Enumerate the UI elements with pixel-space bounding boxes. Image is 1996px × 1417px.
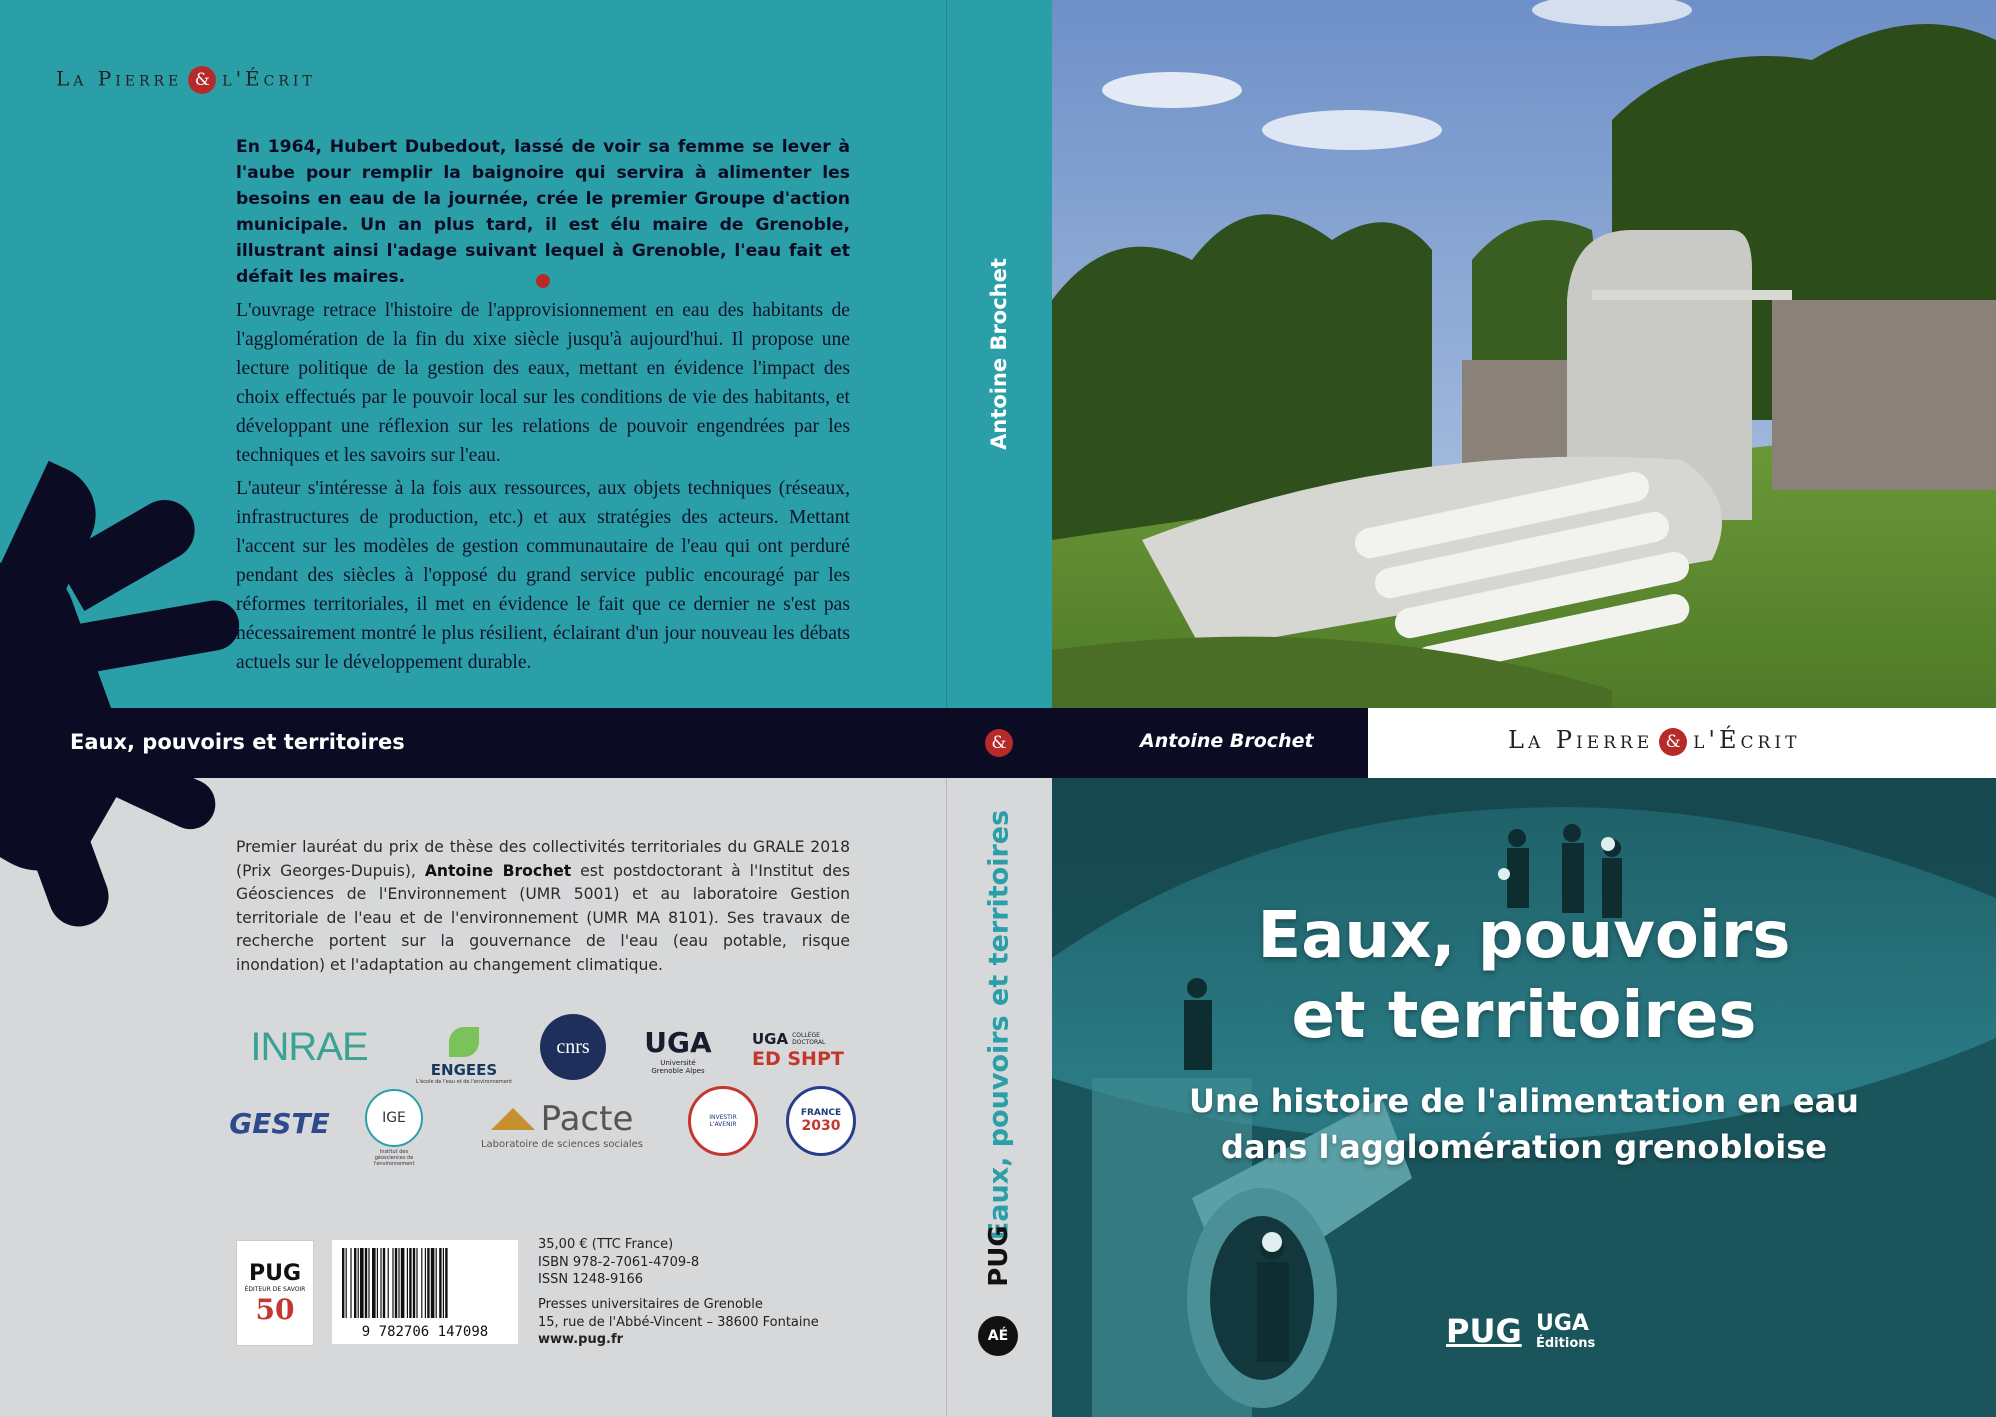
ige-logo-text: IGE [382,1110,406,1126]
mountains-icon [491,1108,535,1130]
pacte-logo-text: Pacte [540,1098,634,1139]
spine-ae-text: AÉ [987,1328,1009,1344]
engees-logo [414,1016,514,1096]
france2030-logo [786,1086,856,1156]
publisher-address: 15, rue de l'Abbé-Vincent – 38600 Fontaine [538,1314,819,1330]
front-subtitle [1052,1078,1996,1170]
back-paragraph-1: L'ouvrage retrace l'histoire de l'approvisionnement en eau des habitants de l'agglomération de la fin du xixe siècle jusqu'à aujourd'hui. Il propose une lecture politique de la gestion des eaux, mettant en évidence l'impact des choix effectués par le pouvoir local sur les conditions de vie des habitants, et développant une réflexion sur les relations de pouvoir engendrées par les techniques et les savoirs sur l'eau. [236,300,850,466]
back-band-title: Eaux, pouvoirs et territoires [70,730,405,754]
leaf-icon [449,1027,479,1057]
investir-avenir-logo [688,1086,758,1156]
edshpt-logo [752,1020,862,1080]
inrae-logo [234,1022,384,1072]
inrae-logo-text: INRAE [250,1024,368,1069]
spine-ae-logo [978,1316,1018,1356]
spine-ampersand-icon: & [985,729,1013,757]
bio-text-start: Premier lauréat du prix de thèse des collectivités territoriales du GRALE 2018 (Prix Georges-Dupuis), [236,838,850,880]
investir-logo-text: INVESTIR L'AVENIR [709,1114,737,1128]
isbn-text: ISBN 978-2-7061-4709-8 [538,1254,700,1270]
front-series-logo-part1: La Pierre [1508,726,1654,754]
front-ampersand-logo-icon: & [1659,728,1687,756]
edshpt-college-text: COLLÈGE DOCTORAL [792,1032,826,1046]
uga-logo [638,1020,718,1080]
engees-logo-text: ENGEES [430,1061,498,1079]
back-cover-top-panel [0,0,946,708]
geste-logo-text: GESTE [229,1106,330,1140]
publisher-block [538,1296,819,1349]
barcode-number: 9 782706 147098 [361,1324,489,1340]
ampersand-logo-icon: & [188,66,216,94]
barcode-bars [342,1248,508,1318]
spine-author: Antoine Brochet [987,258,1011,450]
pug-badge-tagline: ÉDITEUR DE SAVOIR [244,1285,306,1293]
spine-pug-logo: PUG [984,1225,1014,1287]
front-title-line-2: et territoires [1291,979,1757,1053]
uga-logo-text: UGA [644,1025,712,1059]
front-subtitle-line-2: dans l'agglomération grenobloise [1221,1128,1827,1166]
front-title [1052,896,1996,1056]
front-author: Antoine Brochet [1140,730,1314,752]
front-series-logo [1508,726,1800,756]
front-subtitle-line-1: Une histoire de l'alimentation en eau [1189,1082,1859,1120]
issn-text: ISSN 1248-9166 [538,1272,644,1287]
red-dot-separator [536,274,550,288]
front-title-line-1: Eaux, pouvoirs [1257,899,1791,973]
publisher-url: www.pug.fr [538,1332,624,1347]
pug-50-badge [236,1240,314,1346]
bio-text-end: est postdoctorant à l'Institut des Géosciences de l'Environnement (UMR 5001) et au laboratoire Gestion territoriale de l'eau et de l'environnement (UMR MA 8101). Ses travaux de recherche portent sur la gouvernance de l'eau (eau potable, risque inondation) et l'adaptation au changement climatique. [236,861,850,974]
pacte-logo [462,1096,662,1152]
author-bio [236,836,850,977]
back-intro-text: En 1964, Hubert Dubedout, lassé de voir sa femme se lever à l'aube pour remplir la baignoire qui servira à alimenter les besoins en eau de la journée, crée le premier Groupe d'action municipale. Un an plus tard, il est élu maire de Grenoble, illustrant ainsi l'adage suivant lequel à Grenoble, l'eau fait et défait les maires. [236,137,850,287]
geste-logo [229,1098,330,1148]
price-isbn-block [538,1236,699,1289]
back-paragraph-2: L'auteur s'intéresse à la fois aux ressources, aux objets techniques (réseaux, infrastructures de production, etc.) et aux stratégies des acteurs. Mettant l'accent sur les modèles de gestion communautaire de l'eau qui ont perduré pendant des siècles à l'opposé du grand service public encouragé par les réformes territoriales, il met en évidence le fait que ce dernier ne s'est pas nécessairement montré le plus résilient, éclairant d'un jour nouveau les débats actuels sur le développement durable. [236,478,850,673]
france2030-text-b: 2030 [801,1118,841,1134]
edshpt-logo-text: ED SHPT [752,1048,844,1070]
cover-photo-water-facility [1052,0,1996,708]
uga-logo-subtext: Université Grenoble Alpes [651,1058,705,1075]
barcode [332,1240,518,1344]
edshpt-uga-text: UGA [752,1030,789,1048]
water-facility-illustration [1052,0,1996,708]
france2030-text-a: FRANCE [800,1108,842,1118]
ige-logo-subtext: Institut des géosciences de l'environnement [373,1149,415,1167]
pug-badge-name: PUG [248,1260,302,1286]
ige-logo [356,1088,432,1168]
series-logo-part1: La Pierre [56,66,183,91]
front-editions-text: Éditions [1536,1336,1596,1351]
ige-circle-icon [365,1089,423,1147]
spine-title: Eaux, pouvoirs et territoires [983,809,1015,1241]
cnrs-logo [540,1014,606,1080]
front-series-logo-part2: l'Écrit [1693,726,1801,754]
front-uga-text: UGA [1536,1311,1589,1336]
front-uga-editions-logo [1536,1312,1595,1351]
back-body-text [236,296,850,677]
price-text: 35,00 € (TTC France) [538,1237,674,1252]
pug-badge-years: 50 [255,1292,295,1326]
front-pug-logo: PUG [1446,1312,1522,1350]
pacte-logo-subtext: Laboratoire de sciences sociales [480,1138,643,1150]
series-logo-part2: l'Écrit [222,66,316,91]
fold-line-left [946,0,947,1417]
cnrs-logo-text: cnrs [556,1035,590,1058]
series-logo [56,66,316,94]
publisher-name: Presses universitaires de Grenoble [538,1297,763,1312]
engees-logo-subtext: L'école de l'eau et de l'environnement [416,1079,512,1085]
bio-author-name: Antoine Brochet [424,861,572,880]
